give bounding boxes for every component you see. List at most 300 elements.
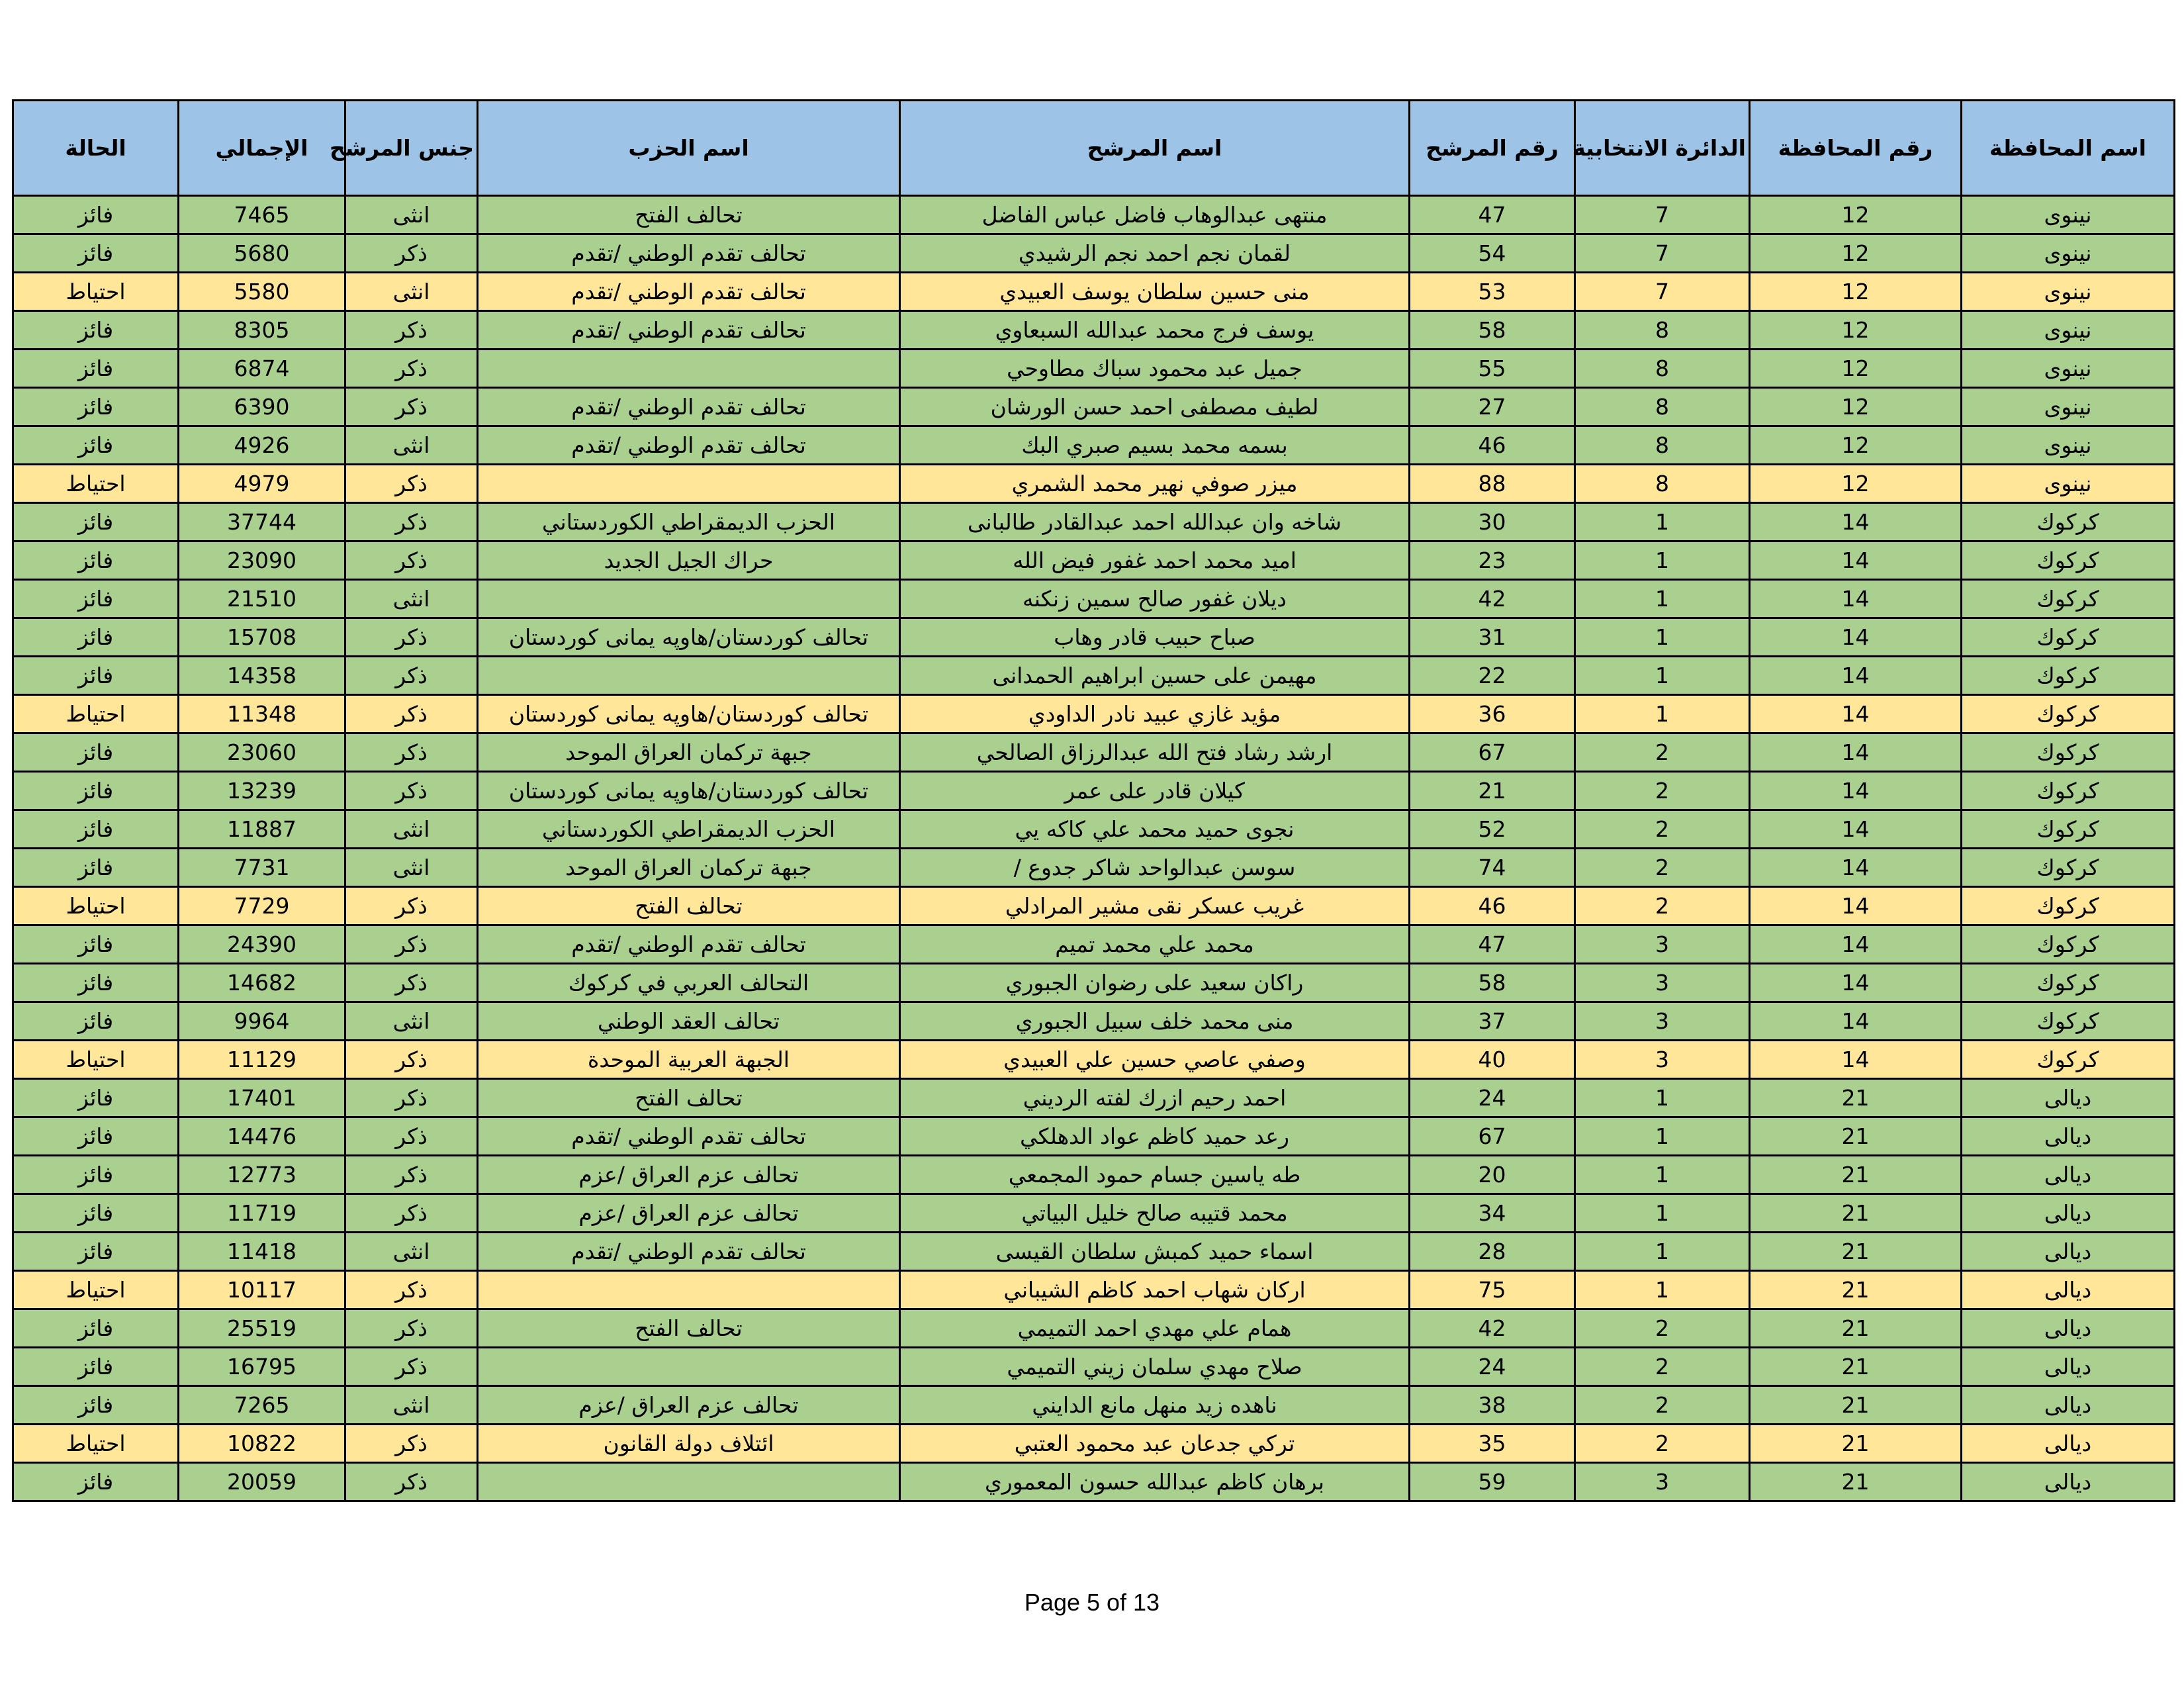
cell-province-number: 12 <box>1750 273 1962 311</box>
cell-candidate-name: راكان سعيد على رضوان الجبوري <box>900 964 1410 1002</box>
cell-province: ديالى <box>1962 1309 2175 1348</box>
cell-candidate-number: 22 <box>1410 657 1575 695</box>
cell-province-number: 14 <box>1750 733 1962 772</box>
cell-total: 11418 <box>179 1233 345 1271</box>
cell-gender: ذكر <box>345 503 478 541</box>
cell-candidate-name: اسماء حميد كمبش سلطان القيسى <box>900 1233 1410 1271</box>
cell-party: تحالف تقدم الوطني /تقدم <box>478 1233 900 1271</box>
cell-province-number: 12 <box>1750 311 1962 350</box>
cell-party: تحالف تقدم الوطني /تقدم <box>478 273 900 311</box>
cell-province: ديالى <box>1962 1271 2175 1309</box>
cell-party: تحالف كوردستان/هاوپه يمانى كوردستان <box>478 772 900 810</box>
cell-province: ديالى <box>1962 1117 2175 1156</box>
cell-party: جبهة تركمان العراق الموحد <box>478 849 900 887</box>
cell-status: فائز <box>13 925 179 964</box>
cell-party: تحالف تقدم الوطني /تقدم <box>478 925 900 964</box>
cell-candidate-name: غريب عسكر نقى مشير المرادلي <box>900 887 1410 925</box>
cell-gender: ذكر <box>345 1156 478 1194</box>
cell-total: 7265 <box>179 1386 345 1425</box>
cell-district: 3 <box>1575 1002 1750 1041</box>
cell-candidate-name: منى محمد خلف سبيل الجبوري <box>900 1002 1410 1041</box>
cell-province-number: 12 <box>1750 465 1962 503</box>
cell-status: فائز <box>13 1079 179 1117</box>
cell-candidate-name: احمد رحيم ازرك لفته الرديني <box>900 1079 1410 1117</box>
cell-total: 23060 <box>179 733 345 772</box>
cell-total: 11129 <box>179 1041 345 1079</box>
cell-province: كركوك <box>1962 1041 2175 1079</box>
cell-candidate-number: 36 <box>1410 695 1575 733</box>
cell-gender: ذكر <box>345 657 478 695</box>
cell-party: تحالف الفتح <box>478 887 900 925</box>
cell-total: 7729 <box>179 887 345 925</box>
cell-province: كركوك <box>1962 887 2175 925</box>
cell-candidate-name: منى حسين سلطان يوسف العبيدي <box>900 273 1410 311</box>
table-row <box>13 465 2175 503</box>
cell-total: 14682 <box>179 964 345 1002</box>
cell-status: احتياط <box>13 695 179 733</box>
cell-party: تحالف عزم العراق /عزم <box>478 1194 900 1233</box>
results-table <box>12 99 2175 1502</box>
cell-candidate-name: لطيف مصطفى احمد حسن الورشان <box>900 388 1410 426</box>
cell-total: 6874 <box>179 350 345 388</box>
cell-status: فائز <box>13 1386 179 1425</box>
cell-candidate-name: اركان شهاب احمد كاظم الشيباني <box>900 1271 1410 1309</box>
cell-district: 1 <box>1575 657 1750 695</box>
cell-candidate-number: 37 <box>1410 1002 1575 1041</box>
cell-gender: ذكر <box>345 1194 478 1233</box>
table-row <box>13 350 2175 388</box>
cell-province-number: 14 <box>1750 1002 1962 1041</box>
cell-total: 7731 <box>179 849 345 887</box>
table-row <box>13 695 2175 733</box>
cell-party <box>478 657 900 695</box>
cell-district: 1 <box>1575 1194 1750 1233</box>
cell-gender: انثى <box>345 849 478 887</box>
cell-province-number: 21 <box>1750 1271 1962 1309</box>
cell-candidate-number: 53 <box>1410 273 1575 311</box>
cell-candidate-number: 67 <box>1410 1117 1575 1156</box>
cell-status: احتياط <box>13 887 179 925</box>
cell-district: 8 <box>1575 388 1750 426</box>
cell-province-number: 14 <box>1750 1041 1962 1079</box>
cell-candidate-name: برهان كاظم عبدالله حسون المعموري <box>900 1463 1410 1501</box>
cell-district: 1 <box>1575 1117 1750 1156</box>
cell-province: كركوك <box>1962 541 2175 580</box>
cell-gender: انثى <box>345 1386 478 1425</box>
table-row <box>13 1079 2175 1117</box>
cell-district: 1 <box>1575 1156 1750 1194</box>
cell-gender: ذكر <box>345 388 478 426</box>
cell-status: فائز <box>13 541 179 580</box>
cell-party: تحالف الفتح <box>478 1079 900 1117</box>
cell-province: ديالى <box>1962 1386 2175 1425</box>
cell-district: 2 <box>1575 810 1750 849</box>
table-body <box>13 196 2175 1501</box>
cell-gender: ذكر <box>345 1425 478 1463</box>
cell-status: احتياط <box>13 273 179 311</box>
cell-district: 3 <box>1575 1463 1750 1501</box>
table-row <box>13 503 2175 541</box>
cell-district: 3 <box>1575 964 1750 1002</box>
cell-candidate-number: 47 <box>1410 196 1575 234</box>
table-row <box>13 1194 2175 1233</box>
table-row <box>13 234 2175 273</box>
cell-province: كركوك <box>1962 733 2175 772</box>
cell-district: 3 <box>1575 925 1750 964</box>
table-row <box>13 580 2175 618</box>
cell-party: تحالف الفتح <box>478 196 900 234</box>
cell-party: تحالف كوردستان/هاوپه يمانى كوردستان <box>478 618 900 657</box>
cell-candidate-name: طه ياسين جسام حمود المجمعي <box>900 1156 1410 1194</box>
cell-province: نينوى <box>1962 426 2175 465</box>
cell-candidate-number: 35 <box>1410 1425 1575 1463</box>
cell-candidate-number: 28 <box>1410 1233 1575 1271</box>
cell-party: تحالف كوردستان/هاوپه يمانى كوردستان <box>478 695 900 733</box>
cell-candidate-name: كيلان قادر على عمر <box>900 772 1410 810</box>
cell-gender: ذكر <box>345 1271 478 1309</box>
cell-province-number: 14 <box>1750 810 1962 849</box>
cell-province: نينوى <box>1962 234 2175 273</box>
cell-status: فائز <box>13 618 179 657</box>
cell-candidate-name: سوسن عبدالواحد شاكر جدوع / <box>900 849 1410 887</box>
cell-status: فائز <box>13 733 179 772</box>
cell-gender: ذكر <box>345 1079 478 1117</box>
cell-province: كركوك <box>1962 657 2175 695</box>
cell-candidate-number: 52 <box>1410 810 1575 849</box>
cell-candidate-name: وصفي عاصي حسين علي العبيدي <box>900 1041 1410 1079</box>
cell-total: 10822 <box>179 1425 345 1463</box>
cell-province-number: 12 <box>1750 196 1962 234</box>
cell-province: نينوى <box>1962 311 2175 350</box>
cell-gender: ذكر <box>345 772 478 810</box>
cell-total: 7465 <box>179 196 345 234</box>
cell-district: 8 <box>1575 311 1750 350</box>
cell-district: 2 <box>1575 1425 1750 1463</box>
cell-district: 2 <box>1575 733 1750 772</box>
cell-gender: ذكر <box>345 465 478 503</box>
cell-total: 9964 <box>179 1002 345 1041</box>
cell-total: 13239 <box>179 772 345 810</box>
cell-candidate-name: جميل عبد محمود سباك مطاوحي <box>900 350 1410 388</box>
cell-party: تحالف تقدم الوطني /تقدم <box>478 234 900 273</box>
cell-party: الحزب الديمقراطي الكوردستاني <box>478 810 900 849</box>
cell-district: 3 <box>1575 1041 1750 1079</box>
cell-total: 16795 <box>179 1348 345 1386</box>
cell-candidate-number: 23 <box>1410 541 1575 580</box>
cell-total: 5580 <box>179 273 345 311</box>
table-row <box>13 541 2175 580</box>
cell-province-number: 21 <box>1750 1079 1962 1117</box>
cell-gender: انثى <box>345 1002 478 1041</box>
cell-district: 1 <box>1575 1271 1750 1309</box>
cell-district: 8 <box>1575 465 1750 503</box>
header-party: اسم الحزب <box>478 101 900 196</box>
cell-province-number: 12 <box>1750 350 1962 388</box>
cell-party: التحالف العربي في كركوك <box>478 964 900 1002</box>
cell-province: كركوك <box>1962 810 2175 849</box>
cell-province-number: 14 <box>1750 964 1962 1002</box>
cell-candidate-number: 20 <box>1410 1156 1575 1194</box>
cell-party: ائتلاف دولة القانون <box>478 1425 900 1463</box>
cell-party: تحالف عزم العراق /عزم <box>478 1156 900 1194</box>
cell-total: 11348 <box>179 695 345 733</box>
cell-total: 14358 <box>179 657 345 695</box>
cell-province: ديالى <box>1962 1348 2175 1386</box>
cell-total: 14476 <box>179 1117 345 1156</box>
cell-province: كركوك <box>1962 964 2175 1002</box>
cell-gender: ذكر <box>345 887 478 925</box>
table-row <box>13 1156 2175 1194</box>
cell-party: الجبهة العربية الموحدة <box>478 1041 900 1079</box>
cell-status: فائز <box>13 1117 179 1156</box>
cell-total: 6390 <box>179 388 345 426</box>
cell-gender: انثى <box>345 426 478 465</box>
cell-party <box>478 1271 900 1309</box>
cell-party: تحالف العقد الوطني <box>478 1002 900 1041</box>
cell-district: 1 <box>1575 695 1750 733</box>
cell-candidate-number: 46 <box>1410 426 1575 465</box>
cell-status: فائز <box>13 580 179 618</box>
table-row <box>13 925 2175 964</box>
table-row <box>13 426 2175 465</box>
cell-candidate-number: 88 <box>1410 465 1575 503</box>
cell-status: فائز <box>13 1194 179 1233</box>
cell-province: ديالى <box>1962 1463 2175 1501</box>
cell-candidate-number: 38 <box>1410 1386 1575 1425</box>
cell-total: 17401 <box>179 1079 345 1117</box>
cell-province-number: 12 <box>1750 234 1962 273</box>
cell-gender: ذكر <box>345 311 478 350</box>
cell-province-number: 21 <box>1750 1386 1962 1425</box>
cell-province-number: 21 <box>1750 1194 1962 1233</box>
cell-district: 1 <box>1575 541 1750 580</box>
cell-candidate-name: اميد محمد احمد غفور فيض الله <box>900 541 1410 580</box>
cell-province: ديالى <box>1962 1079 2175 1117</box>
cell-candidate-name: مؤيد غازي عبيد نادر الداودي <box>900 695 1410 733</box>
cell-candidate-number: 59 <box>1410 1463 1575 1501</box>
table-row <box>13 1271 2175 1309</box>
cell-province-number: 21 <box>1750 1117 1962 1156</box>
cell-province-number: 14 <box>1750 657 1962 695</box>
cell-candidate-name: شاخه وان عبدالله احمد عبدالقادر طالبانى <box>900 503 1410 541</box>
cell-gender: ذكر <box>345 695 478 733</box>
cell-status: فائز <box>13 810 179 849</box>
cell-province-number: 14 <box>1750 925 1962 964</box>
cell-district: 1 <box>1575 1079 1750 1117</box>
table-row <box>13 1117 2175 1156</box>
cell-status: فائز <box>13 196 179 234</box>
cell-province-number: 14 <box>1750 580 1962 618</box>
cell-candidate-name: همام علي مهدي احمد التميمي <box>900 1309 1410 1348</box>
cell-candidate-name: ناهده زيد منهل مانع الدايني <box>900 1386 1410 1425</box>
cell-district: 2 <box>1575 1348 1750 1386</box>
cell-gender: ذكر <box>345 1041 478 1079</box>
cell-total: 11887 <box>179 810 345 849</box>
cell-province-number: 14 <box>1750 541 1962 580</box>
cell-candidate-name: لقمان نجم احمد نجم الرشيدي <box>900 234 1410 273</box>
cell-total: 25519 <box>179 1309 345 1348</box>
cell-candidate-name: رعد حميد كاظم عواد الدهلكي <box>900 1117 1410 1156</box>
cell-province-number: 14 <box>1750 695 1962 733</box>
header-row <box>13 101 2175 196</box>
table-row <box>13 1041 2175 1079</box>
cell-gender: ذكر <box>345 1309 478 1348</box>
cell-candidate-name: محمد علي محمد تميم <box>900 925 1410 964</box>
cell-district: 1 <box>1575 503 1750 541</box>
cell-status: فائز <box>13 657 179 695</box>
cell-district: 7 <box>1575 273 1750 311</box>
cell-candidate-number: 47 <box>1410 925 1575 964</box>
cell-total: 11719 <box>179 1194 345 1233</box>
cell-province-number: 14 <box>1750 849 1962 887</box>
cell-party: تحالف الفتح <box>478 1309 900 1348</box>
cell-candidate-number: 24 <box>1410 1079 1575 1117</box>
header-status: الحالة <box>13 101 179 196</box>
header-province-number: رقم المحافظة <box>1750 101 1962 196</box>
cell-province-number: 14 <box>1750 503 1962 541</box>
table-row <box>13 1425 2175 1463</box>
table-row <box>13 964 2175 1002</box>
cell-gender: ذكر <box>345 618 478 657</box>
page-footer: Page 5 of 13 <box>1024 1589 1160 1616</box>
cell-province: كركوك <box>1962 772 2175 810</box>
table-row <box>13 772 2175 810</box>
header-gender: جنس المرشح <box>345 101 478 196</box>
cell-province-number: 14 <box>1750 772 1962 810</box>
cell-candidate-number: 67 <box>1410 733 1575 772</box>
cell-status: فائز <box>13 234 179 273</box>
header-province: اسم المحافظة <box>1962 101 2175 196</box>
cell-province-number: 21 <box>1750 1463 1962 1501</box>
cell-total: 5680 <box>179 234 345 273</box>
cell-candidate-name: تركي جدعان عبد محمود العتبي <box>900 1425 1410 1463</box>
cell-candidate-number: 74 <box>1410 849 1575 887</box>
cell-gender: ذكر <box>345 1348 478 1386</box>
cell-candidate-number: 34 <box>1410 1194 1575 1233</box>
cell-candidate-number: 58 <box>1410 964 1575 1002</box>
cell-district: 2 <box>1575 1309 1750 1348</box>
cell-district: 1 <box>1575 1233 1750 1271</box>
cell-gender: ذكر <box>345 541 478 580</box>
cell-total: 24390 <box>179 925 345 964</box>
table-row <box>13 810 2175 849</box>
cell-district: 8 <box>1575 350 1750 388</box>
header-total: الإجمالي <box>179 101 345 196</box>
cell-province-number: 21 <box>1750 1156 1962 1194</box>
table-row <box>13 657 2175 695</box>
header-candidate-number: رقم المرشح <box>1410 101 1575 196</box>
cell-candidate-number: 54 <box>1410 234 1575 273</box>
cell-district: 2 <box>1575 772 1750 810</box>
cell-province-number: 14 <box>1750 618 1962 657</box>
table-row <box>13 733 2175 772</box>
cell-status: فائز <box>13 1309 179 1348</box>
cell-candidate-number: 75 <box>1410 1271 1575 1309</box>
cell-status: احتياط <box>13 465 179 503</box>
table-row <box>13 1309 2175 1348</box>
cell-party: تحالف تقدم الوطني /تقدم <box>478 426 900 465</box>
cell-candidate-name: يوسف فرج محمد عبدالله السبعاوي <box>900 311 1410 350</box>
cell-province: كركوك <box>1962 503 2175 541</box>
cell-candidate-number: 30 <box>1410 503 1575 541</box>
cell-gender: انثى <box>345 1233 478 1271</box>
cell-status: احتياط <box>13 1041 179 1079</box>
cell-candidate-number: 21 <box>1410 772 1575 810</box>
cell-candidate-number: 42 <box>1410 1309 1575 1348</box>
cell-party <box>478 465 900 503</box>
cell-candidate-number: 46 <box>1410 887 1575 925</box>
cell-candidate-name: صباح حبيب قادر وهاب <box>900 618 1410 657</box>
cell-party: تحالف عزم العراق /عزم <box>478 1386 900 1425</box>
cell-candidate-name: ديلان غفور صالح سمين زنكنه <box>900 580 1410 618</box>
table-row <box>13 196 2175 234</box>
cell-status: فائز <box>13 1463 179 1501</box>
table-row <box>13 311 2175 350</box>
table-row <box>13 887 2175 925</box>
cell-province: كركوك <box>1962 618 2175 657</box>
cell-status: فائز <box>13 350 179 388</box>
cell-status: فائز <box>13 1348 179 1386</box>
cell-district: 2 <box>1575 849 1750 887</box>
cell-province-number: 12 <box>1750 388 1962 426</box>
cell-party <box>478 350 900 388</box>
table-row <box>13 1463 2175 1501</box>
cell-status: فائز <box>13 1002 179 1041</box>
cell-party: تحالف تقدم الوطني /تقدم <box>478 388 900 426</box>
cell-candidate-name: محمد قتيبه صالح خليل البياتي <box>900 1194 1410 1233</box>
cell-candidate-number: 42 <box>1410 580 1575 618</box>
cell-status: فائز <box>13 503 179 541</box>
cell-party: حراك الجيل الجديد <box>478 541 900 580</box>
cell-province: كركوك <box>1962 695 2175 733</box>
cell-status: احتياط <box>13 1425 179 1463</box>
cell-status: فائز <box>13 772 179 810</box>
cell-total: 4926 <box>179 426 345 465</box>
cell-gender: انثى <box>345 196 478 234</box>
cell-gender: ذكر <box>345 925 478 964</box>
header-candidate-name: اسم المرشح <box>900 101 1410 196</box>
cell-candidate-number: 27 <box>1410 388 1575 426</box>
cell-gender: ذكر <box>345 1117 478 1156</box>
cell-total: 15708 <box>179 618 345 657</box>
cell-province: نينوى <box>1962 465 2175 503</box>
cell-province: ديالى <box>1962 1425 2175 1463</box>
cell-district: 1 <box>1575 618 1750 657</box>
cell-district: 7 <box>1575 234 1750 273</box>
cell-district: 1 <box>1575 580 1750 618</box>
cell-province-number: 12 <box>1750 426 1962 465</box>
cell-candidate-number: 58 <box>1410 311 1575 350</box>
cell-status: فائز <box>13 1233 179 1271</box>
cell-total: 21510 <box>179 580 345 618</box>
cell-province-number: 14 <box>1750 887 1962 925</box>
cell-gender: انثى <box>345 810 478 849</box>
cell-candidate-number: 55 <box>1410 350 1575 388</box>
cell-province: كركوك <box>1962 925 2175 964</box>
cell-status: احتياط <box>13 1271 179 1309</box>
cell-status: فائز <box>13 311 179 350</box>
table-row <box>13 618 2175 657</box>
cell-gender: ذكر <box>345 350 478 388</box>
cell-total: 12773 <box>179 1156 345 1194</box>
cell-candidate-name: مهيمن على حسين ابراهيم الحمدانى <box>900 657 1410 695</box>
cell-province: كركوك <box>1962 849 2175 887</box>
cell-district: 7 <box>1575 196 1750 234</box>
cell-candidate-name: بسمه محمد بسيم صبري البك <box>900 426 1410 465</box>
cell-province: كركوك <box>1962 580 2175 618</box>
cell-gender: ذكر <box>345 234 478 273</box>
cell-gender: انثى <box>345 580 478 618</box>
